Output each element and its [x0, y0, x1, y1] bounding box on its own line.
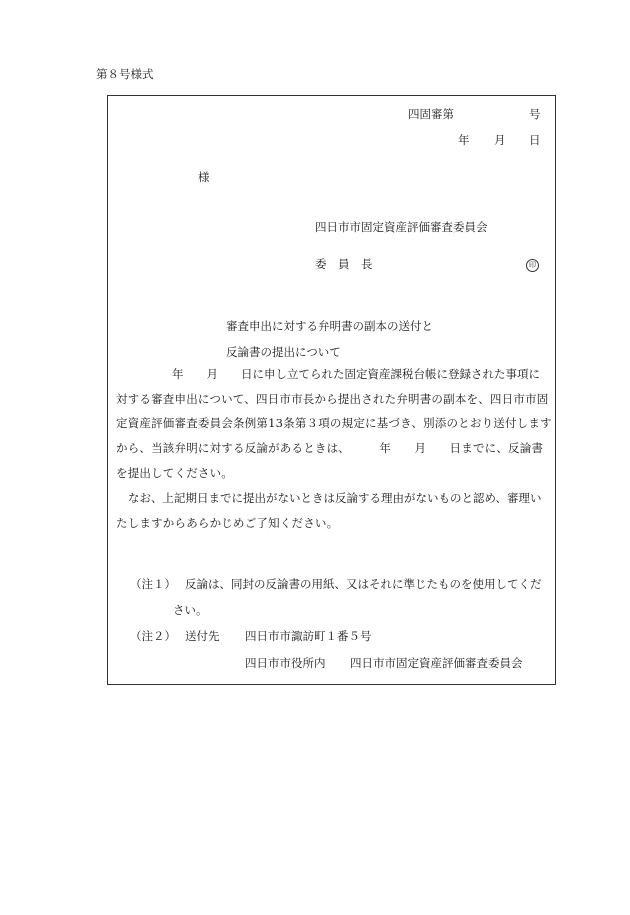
subject-line-2: 反論書の提出について — [226, 345, 341, 359]
body-line-1: 年 月 日に申し立てられた固定資産課税台帳に登録された事項に — [172, 367, 540, 381]
addressee-honorific: 様 — [198, 170, 210, 184]
subject-line-1: 審査申出に対する弁明書の副本の送付と — [226, 319, 433, 333]
body-line-4: から、当該弁明に対する反論があるときは、 年 月 日までに、反論書 — [116, 441, 544, 455]
sender-organization: 四日市市固定資産評価審査委員会 — [315, 220, 488, 234]
note-1-text-a: 反論は、同封の反論書の用紙、又はそれに準じたものを使用してくだ — [185, 577, 542, 591]
sender-title: 委 員 長 — [315, 257, 373, 271]
document-frame — [107, 95, 556, 685]
body-line-3: 定資産評価審査委員会条例第13条第３項の規定に基づき、別添のとおり送付します — [116, 416, 552, 430]
body-line-6: なお、上記期日までに提出がないときは反論する理由がないものと認め、審理い — [128, 491, 542, 505]
note-2-office: 四日市市役所内 — [245, 656, 326, 670]
doc-number-prefix: 四固審第 — [408, 107, 454, 121]
date-month-label: 月 — [494, 133, 506, 147]
note-2-organization: 四日市市固定資産評価審査委員会 — [350, 656, 523, 670]
body-line-5: を提出してください。 — [116, 466, 233, 480]
form-number: 第８号様式 — [96, 67, 154, 81]
seal-mark — [526, 256, 539, 272]
note-2-key: 送付先 — [185, 629, 220, 643]
date-year-label: 年 — [458, 133, 470, 147]
note-2-address: 四日市市諏訪町１番５号 — [245, 629, 372, 643]
date-day-label: 日 — [529, 133, 541, 147]
body-line-2: 対する審査申出について、四日市市長から提出された弁明書の副本を、四日市市固 — [116, 392, 549, 406]
body-line-7: たしますからあらかじめご了知ください。 — [116, 516, 339, 530]
note-1-label: （注１） — [130, 577, 176, 591]
doc-number-suffix: 号 — [529, 107, 541, 121]
note-1-text-b: さい。 — [173, 603, 208, 617]
seal-icon: 印 — [526, 259, 539, 272]
note-2-label: （注２） — [130, 629, 176, 643]
